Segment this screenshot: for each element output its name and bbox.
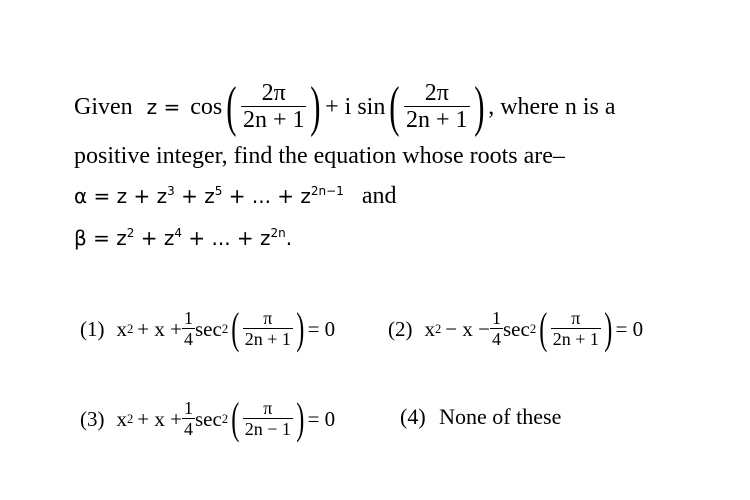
sec-text: sec: [502, 316, 530, 341]
terms: + x +: [137, 316, 182, 341]
equals-zero: = 0: [307, 316, 336, 341]
sin-denominator: 2n + 1: [406, 107, 468, 133]
sec-argument: ( $\frac{\pi}{2n + 1}$ ): [539, 304, 613, 353]
option-label: (1): [80, 316, 105, 341]
alpha-expression: $\alpha = z + z^3 + z^5$ + ... + $z^{2n-1}$: [74, 184, 344, 208]
x-term: x: [424, 316, 435, 341]
terms: − x −: [445, 316, 490, 341]
sin-argument: [385, 76, 488, 138]
where-text: , where n is a: [488, 93, 616, 120]
option-2[interactable]: (2) x 2 − x − $\frac{1}{4}$ sec 2 ( $\frac{\pi}{2n + 1}$ ) = 0: [388, 304, 644, 353]
left-paren: (: [226, 76, 237, 138]
sec-text: sec: [194, 406, 222, 431]
z-equals: z =: [146, 95, 181, 119]
option-3[interactable]: (3) x 2 + x + $\frac{1}{4}$ sec 2 ( $\frac{\pi}{2n - 1}$ ) = 0: [80, 394, 336, 443]
equals-zero: = 0: [307, 406, 336, 431]
sin-numerator: 2π: [424, 79, 449, 106]
sec-fraction: $\frac{\pi}{2n + 1}$: [552, 308, 599, 349]
alpha-line: [74, 183, 397, 210]
given-word: Given: [74, 93, 133, 120]
x-term: x: [116, 316, 127, 341]
option-1[interactable]: (1) x 2 + x + $\frac{1}{4}$ sec 2 ( $\frac{\pi}{2n + 1}$ ) = 0: [80, 304, 336, 353]
option-4[interactable]: [400, 404, 561, 430]
option-label: (2): [388, 316, 413, 341]
sec-argument: ( $\frac{\pi}{2n + 1}$ ): [231, 304, 305, 353]
sec-text: sec: [194, 316, 222, 341]
x-term: x: [116, 406, 127, 431]
left-paren: (: [389, 76, 400, 138]
and-word: and: [361, 183, 397, 209]
question-line-2: [74, 143, 565, 170]
beta-line: [74, 225, 292, 252]
quarter-fraction: $\frac{1}{4}$: [183, 308, 193, 349]
sec-fraction: $\frac{\pi}{2n + 1}$: [244, 308, 291, 349]
right-paren: ): [473, 76, 485, 138]
equals-zero: = 0: [615, 316, 644, 341]
cos-text: cos: [190, 93, 223, 120]
line-2-text: positive integer, find the equation whose roots are–: [74, 143, 565, 169]
option-label: (3): [80, 406, 105, 431]
cos-numerator: 2π: [261, 79, 286, 106]
question-line-1: [74, 74, 616, 140]
sec-fraction: $\frac{\pi}{2n - 1}$: [244, 398, 291, 439]
cos-argument: [222, 76, 325, 138]
quarter-fraction: $\frac{1}{4}$: [491, 308, 501, 349]
plus-i-sin: + i sin: [325, 93, 386, 120]
sin-fraction: [404, 81, 470, 133]
option-text: None of these: [439, 404, 562, 429]
beta-expression: $\beta = z^2 + z^4$ + ... + $z^{2n}$.: [74, 226, 293, 250]
cos-fraction: [241, 81, 307, 133]
quarter-fraction: $\frac{1}{4}$: [183, 398, 193, 439]
right-paren: ): [310, 76, 321, 138]
sec-argument: ( $\frac{\pi}{2n - 1}$ ): [231, 394, 305, 443]
option-label: (4): [400, 404, 426, 429]
cos-denominator: 2n + 1: [242, 107, 305, 133]
terms: + x +: [137, 406, 182, 431]
